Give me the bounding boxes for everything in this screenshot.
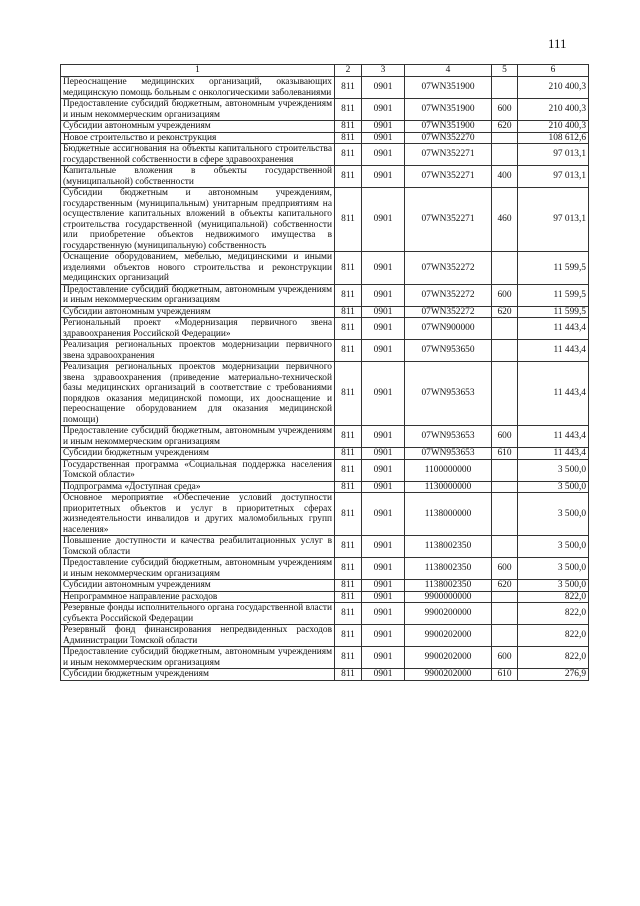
row-name-cell: Реализация региональных проектов модернизации первичного звена здравоохранения (приведение материально-технической базы медицинских организаций в соответствие с требованиями порядков оказания медицинской помощи, их дооснащение и переоснащение оборудованием для оказания медицинской помощи) (61, 362, 335, 426)
amount-cell: 11 443,4 (518, 448, 589, 460)
expense-type-cell (492, 603, 518, 625)
section-code-cell: 0901 (362, 284, 405, 306)
table-row (61, 166, 589, 188)
table-row (61, 318, 589, 340)
page-number: 111 (548, 36, 567, 51)
table-row (61, 340, 589, 362)
row-name-cell: Предоставление субсидий бюджетным, автономным учреждениям и иным некоммерческим организациям (61, 426, 335, 448)
section-code-cell: 0901 (362, 318, 405, 340)
grbs-code-cell: 811 (335, 603, 362, 625)
grbs-code-cell: 811 (335, 144, 362, 166)
section-code-cell: 0901 (362, 340, 405, 362)
row-name-cell: Предоставление субсидий бюджетным, автономным учреждениям и иным некоммерческим организациям (61, 647, 335, 669)
grbs-code-cell: 811 (335, 252, 362, 285)
row-name-cell: Предоставление субсидий бюджетным, автономным учреждениям и иным некоммерческим организациям (61, 284, 335, 306)
expense-type-cell (492, 536, 518, 558)
amount-cell: 11 443,4 (518, 340, 589, 362)
target-code-cell: 07WN352271 (405, 166, 492, 188)
amount-cell: 11 599,5 (518, 284, 589, 306)
section-code-cell: 0901 (362, 459, 405, 481)
target-code-cell: 07WN953653 (405, 426, 492, 448)
section-code-cell: 0901 (362, 580, 405, 592)
section-code-cell: 0901 (362, 603, 405, 625)
row-name-cell: Бюджетные ассигнования на объекты капитального строительства государственной собственности в сфере здравоохранения (61, 144, 335, 166)
header-cell: 1 (61, 65, 335, 77)
expense-type-cell (492, 77, 518, 99)
header-cell: 6 (518, 65, 589, 77)
budget-table (60, 64, 589, 681)
grbs-code-cell: 811 (335, 426, 362, 448)
expense-type-cell (492, 591, 518, 603)
amount-cell: 210 400,3 (518, 99, 589, 121)
grbs-code-cell: 811 (335, 362, 362, 426)
amount-cell: 210 400,3 (518, 121, 589, 133)
expense-type-cell (492, 625, 518, 647)
target-code-cell: 07WN953650 (405, 340, 492, 362)
grbs-code-cell: 811 (335, 448, 362, 460)
grbs-code-cell: 811 (335, 647, 362, 669)
amount-cell: 3 500,0 (518, 558, 589, 580)
section-code-cell: 0901 (362, 647, 405, 669)
row-name-cell: Субсидии автономным учреждениям (61, 306, 335, 318)
target-code-cell: 07WN351900 (405, 121, 492, 133)
row-name-cell: Субсидии бюджетным и автономным учреждениям, государственным (муниципальным) унитарным предприятиям на осуществление капитальных вложений в объекты капитального строительства государственной (муниципальной) собственности или приобретение объектов недвижимого имущества в государственную (муниципальную) собственность (61, 188, 335, 252)
amount-cell: 3 500,0 (518, 580, 589, 592)
section-code-cell: 0901 (362, 188, 405, 252)
amount-cell: 11 443,4 (518, 318, 589, 340)
amount-cell: 97 013,1 (518, 144, 589, 166)
target-code-cell: 07WN352272 (405, 284, 492, 306)
target-code-cell: 1138002350 (405, 580, 492, 592)
expense-type-cell: 600 (492, 426, 518, 448)
row-name-cell: Субсидии автономным учреждениям (61, 580, 335, 592)
target-code-cell: 07WN352272 (405, 252, 492, 285)
target-code-cell: 07WN953653 (405, 362, 492, 426)
expense-type-cell (492, 362, 518, 426)
expense-type-cell: 460 (492, 188, 518, 252)
target-code-cell: 07WN953653 (405, 448, 492, 460)
expense-type-cell: 620 (492, 121, 518, 133)
grbs-code-cell: 811 (335, 166, 362, 188)
grbs-code-cell: 811 (335, 536, 362, 558)
expense-type-cell (492, 132, 518, 144)
row-name-cell: Подпрограмма «Доступная среда» (61, 481, 335, 493)
amount-cell: 11 443,4 (518, 362, 589, 426)
target-code-cell: 9900202000 (405, 669, 492, 681)
row-name-cell: Государственная программа «Социальная поддержка населения Томской области» (61, 459, 335, 481)
row-name-cell: Субсидии бюджетным учреждениям (61, 448, 335, 460)
target-code-cell: 1138000000 (405, 493, 492, 536)
row-name-cell: Капитальные вложения в объекты государственной (муниципальной) собственности (61, 166, 335, 188)
section-code-cell: 0901 (362, 144, 405, 166)
amount-cell: 3 500,0 (518, 459, 589, 481)
target-code-cell: 1100000000 (405, 459, 492, 481)
target-code-cell: 9900202000 (405, 625, 492, 647)
row-name-cell: Переоснащение медицинских организаций, оказывающих медицинскую помощь больным с онкологическими заболеваниями (61, 77, 335, 99)
grbs-code-cell: 811 (335, 625, 362, 647)
row-name-cell: Резервные фонды исполнительного органа государственной власти субъекта Российской Федерации (61, 603, 335, 625)
header-cell: 4 (405, 65, 492, 77)
row-name-cell: Непрограммное направление расходов (61, 591, 335, 603)
amount-cell: 3 500,0 (518, 493, 589, 536)
amount-cell: 3 500,0 (518, 481, 589, 493)
grbs-code-cell: 811 (335, 284, 362, 306)
table-row (61, 144, 589, 166)
row-name-cell: Повышение доступности и качества реабилитационных услуг в Томской области (61, 536, 335, 558)
row-name-cell: Оснащение оборудованием, мебелью, медицинскими и иными изделиями объектов нового строительства и реконструкции медицинских организаций (61, 252, 335, 285)
expense-type-cell: 600 (492, 647, 518, 669)
section-code-cell: 0901 (362, 252, 405, 285)
expense-type-cell: 400 (492, 166, 518, 188)
target-code-cell: 07WN352271 (405, 188, 492, 252)
table-row (61, 647, 589, 669)
grbs-code-cell: 811 (335, 121, 362, 133)
table-row (61, 188, 589, 252)
amount-cell: 210 400,3 (518, 77, 589, 99)
grbs-code-cell: 811 (335, 340, 362, 362)
target-code-cell: 1130000000 (405, 481, 492, 493)
table-row (61, 591, 589, 603)
section-code-cell: 0901 (362, 166, 405, 188)
section-code-cell: 0901 (362, 625, 405, 647)
expense-type-cell: 620 (492, 306, 518, 318)
section-code-cell: 0901 (362, 536, 405, 558)
grbs-code-cell: 811 (335, 558, 362, 580)
grbs-code-cell: 811 (335, 99, 362, 121)
table-row (61, 132, 589, 144)
grbs-code-cell: 811 (335, 318, 362, 340)
expense-type-cell (492, 252, 518, 285)
header-cell: 3 (362, 65, 405, 77)
row-name-cell: Субсидии бюджетным учреждениям (61, 669, 335, 681)
expense-type-cell: 600 (492, 284, 518, 306)
table-row (61, 493, 589, 536)
target-code-cell: 07WN352271 (405, 144, 492, 166)
row-name-cell: Новое строительство и реконструкция (61, 132, 335, 144)
grbs-code-cell: 811 (335, 132, 362, 144)
row-name-cell: Региональный проект «Модернизация первичного звена здравоохранения Российской Федерации» (61, 318, 335, 340)
grbs-code-cell: 811 (335, 77, 362, 99)
amount-cell: 3 500,0 (518, 536, 589, 558)
table-row (61, 426, 589, 448)
expense-type-cell (492, 144, 518, 166)
target-code-cell: 1138002350 (405, 558, 492, 580)
grbs-code-cell: 811 (335, 459, 362, 481)
header-cell: 2 (335, 65, 362, 77)
section-code-cell: 0901 (362, 99, 405, 121)
section-code-cell: 0901 (362, 426, 405, 448)
grbs-code-cell: 811 (335, 493, 362, 536)
table-row (61, 625, 589, 647)
table-row (61, 459, 589, 481)
expense-type-cell: 600 (492, 99, 518, 121)
section-code-cell: 0901 (362, 493, 405, 536)
grbs-code-cell: 811 (335, 481, 362, 493)
table-row (61, 284, 589, 306)
target-code-cell: 9900200000 (405, 603, 492, 625)
amount-cell: 11 599,5 (518, 252, 589, 285)
grbs-code-cell: 811 (335, 591, 362, 603)
section-code-cell: 0901 (362, 558, 405, 580)
amount-cell: 822,0 (518, 603, 589, 625)
amount-cell: 97 013,1 (518, 166, 589, 188)
expense-type-cell (492, 318, 518, 340)
expense-type-cell (492, 481, 518, 493)
amount-cell: 11 443,4 (518, 426, 589, 448)
section-code-cell: 0901 (362, 448, 405, 460)
table-header-row (61, 65, 589, 77)
expense-type-cell: 610 (492, 669, 518, 681)
table-row (61, 77, 589, 99)
section-code-cell: 0901 (362, 121, 405, 133)
amount-cell: 276,9 (518, 669, 589, 681)
table-row (61, 603, 589, 625)
table-row (61, 99, 589, 121)
row-name-cell: Предоставление субсидий бюджетным, автономным учреждениям и иным некоммерческим организациям (61, 99, 335, 121)
amount-cell: 97 013,1 (518, 188, 589, 252)
table-row (61, 481, 589, 493)
row-name-cell: Резервный фонд финансирования непредвиденных расходов Администрации Томской области (61, 625, 335, 647)
amount-cell: 822,0 (518, 647, 589, 669)
expense-type-cell: 610 (492, 448, 518, 460)
table-row (61, 121, 589, 133)
expense-type-cell: 600 (492, 558, 518, 580)
table-row (61, 362, 589, 426)
section-code-cell: 0901 (362, 362, 405, 426)
row-name-cell: Субсидии автономным учреждениям (61, 121, 335, 133)
grbs-code-cell: 811 (335, 669, 362, 681)
amount-cell: 822,0 (518, 591, 589, 603)
table-row (61, 669, 589, 681)
grbs-code-cell: 811 (335, 188, 362, 252)
table-row (61, 536, 589, 558)
expense-type-cell (492, 459, 518, 481)
grbs-code-cell: 811 (335, 580, 362, 592)
target-code-cell: 07WN352272 (405, 306, 492, 318)
table-row (61, 580, 589, 592)
target-code-cell: 07WN900000 (405, 318, 492, 340)
section-code-cell: 0901 (362, 591, 405, 603)
target-code-cell: 07WN351900 (405, 99, 492, 121)
header-cell: 5 (492, 65, 518, 77)
table-row (61, 306, 589, 318)
table-row (61, 252, 589, 285)
target-code-cell: 9900000000 (405, 591, 492, 603)
target-code-cell: 07WN352270 (405, 132, 492, 144)
target-code-cell: 9900202000 (405, 647, 492, 669)
row-name-cell: Реализация региональных проектов модернизации первичного звена здравоохранения (61, 340, 335, 362)
grbs-code-cell: 811 (335, 306, 362, 318)
expense-type-cell (492, 493, 518, 536)
amount-cell: 11 599,5 (518, 306, 589, 318)
section-code-cell: 0901 (362, 132, 405, 144)
row-name-cell: Предоставление субсидий бюджетным, автономным учреждениям и иным некоммерческим организациям (61, 558, 335, 580)
section-code-cell: 0901 (362, 481, 405, 493)
amount-cell: 108 612,6 (518, 132, 589, 144)
row-name-cell: Основное мероприятие «Обеспечение условий доступности приоритетных объектов и услуг в приоритетных сферах жизнедеятельности инвалидов и других маломобильных групп населения» (61, 493, 335, 536)
section-code-cell: 0901 (362, 306, 405, 318)
target-code-cell: 07WN351900 (405, 77, 492, 99)
amount-cell: 822,0 (518, 625, 589, 647)
expense-type-cell: 620 (492, 580, 518, 592)
expense-type-cell (492, 340, 518, 362)
target-code-cell: 1138002350 (405, 536, 492, 558)
section-code-cell: 0901 (362, 77, 405, 99)
table-row (61, 448, 589, 460)
table-row (61, 558, 589, 580)
section-code-cell: 0901 (362, 669, 405, 681)
